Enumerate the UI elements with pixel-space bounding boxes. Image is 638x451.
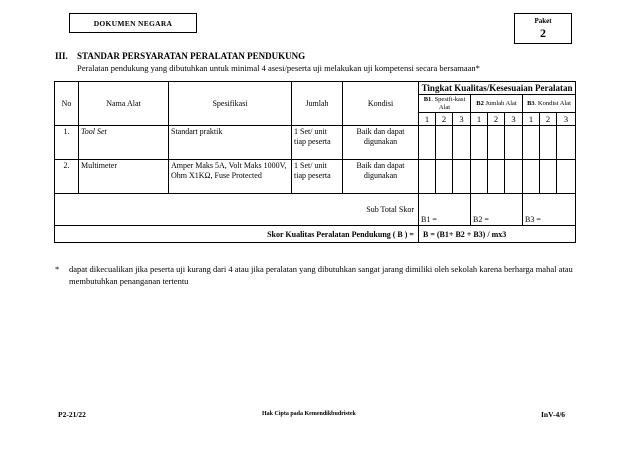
digit-b2-3: 3 xyxy=(505,113,523,126)
score-cell[interactable] xyxy=(523,126,540,160)
score-cell[interactable] xyxy=(419,160,436,194)
digit-b1-3: 3 xyxy=(453,113,471,126)
footnote xyxy=(55,263,575,287)
subtotal-label: Sub Total Skor xyxy=(55,194,419,226)
footnote-text: dapat dikecualikan jika peserta uji kurang dari 4 atau jika peralatan yang dibutuhkan sangat jarang dimiliki oleh sekolah karena berharga mahal atau membutuhkan penanganan tertentu xyxy=(69,264,573,286)
table-header-row-1 xyxy=(55,82,576,95)
header-kondisi: Kondisi xyxy=(343,82,419,126)
score-cell[interactable] xyxy=(540,126,557,160)
table-row xyxy=(55,126,576,160)
footer-copyright: Hak Cipta pada Kemendikbudristek xyxy=(262,411,356,417)
footer-page: InV-4/6 xyxy=(541,410,566,419)
subtotal-row xyxy=(55,194,576,226)
paket-label: Paket xyxy=(534,17,552,25)
header-no: No xyxy=(55,82,79,126)
row-spesifikasi: Standart praktik xyxy=(169,126,292,160)
header-spesifikasi: Spesifikasi xyxy=(169,82,292,126)
subtotal-b3[interactable]: B3 = xyxy=(523,194,576,226)
digit-b2-2: 2 xyxy=(488,113,505,126)
score-cell[interactable] xyxy=(471,126,488,160)
header-nama-alat: Nama Alat xyxy=(79,82,169,126)
section-heading xyxy=(55,51,305,61)
row-kondisi: Baik dan dapat digunakan xyxy=(343,126,419,160)
table-row xyxy=(55,160,576,194)
score-formula: B = (B1+ B2 + B3) / mx3 xyxy=(419,226,576,243)
score-cell[interactable] xyxy=(557,126,576,160)
header-b3-text: . Kondisi Alat xyxy=(534,99,571,107)
row-nama: Multimeter xyxy=(79,160,169,194)
section-description: Peralatan pendukung yang dibutuhkan untuk minimal 4 asesi/peserta uji melakukan uji kompetensi secara bersamaan* xyxy=(77,63,480,73)
header-b3-code: B3 xyxy=(527,99,535,107)
digit-b2-1: 1 xyxy=(471,113,488,126)
row-no: 1. xyxy=(55,126,79,160)
header-b2 xyxy=(471,95,523,113)
row-jumlah: 1 Set/ unit tiap peserta xyxy=(292,126,343,160)
score-row xyxy=(55,226,576,243)
score-cell[interactable] xyxy=(505,160,523,194)
header-b1-text: . Spesifi-kasi Alat xyxy=(431,96,466,111)
subtotal-b1[interactable]: B1 = xyxy=(419,194,471,226)
paket-number: 2 xyxy=(540,26,546,40)
footer-code: P2-21/22 xyxy=(58,410,86,419)
equipment-table xyxy=(54,81,576,243)
score-cell[interactable] xyxy=(436,126,453,160)
score-cell[interactable] xyxy=(488,126,505,160)
subtotal-b2[interactable]: B2 = xyxy=(471,194,523,226)
header-b3 xyxy=(523,95,576,113)
score-cell[interactable] xyxy=(540,160,557,194)
score-cell[interactable] xyxy=(523,160,540,194)
score-cell[interactable] xyxy=(471,160,488,194)
digit-b1-2: 2 xyxy=(436,113,453,126)
header-b1-code: B1 xyxy=(423,96,432,103)
score-cell[interactable] xyxy=(557,160,576,194)
footnote-star: * xyxy=(55,264,60,274)
dokumen-negara-label: DOKUMEN NEGARA xyxy=(69,13,197,33)
row-kondisi: Baik dan dapat digunakan xyxy=(343,160,419,194)
score-cell[interactable] xyxy=(453,160,471,194)
digit-b3-3: 3 xyxy=(557,113,576,126)
paket-box xyxy=(514,13,572,44)
row-spesifikasi: Amper Maks 5A, Volt Maks 1000V, Ohm X1KΩ, Fuse Protected xyxy=(169,160,292,194)
header-b2-code: B2 xyxy=(476,99,484,107)
section-number: III. xyxy=(55,51,68,61)
header-b1 xyxy=(419,95,471,113)
header-tingkat: Tingkat Kualitas/Kesesuaian Peralatan xyxy=(419,82,576,95)
score-cell[interactable] xyxy=(436,160,453,194)
score-cell[interactable] xyxy=(488,160,505,194)
score-cell[interactable] xyxy=(505,126,523,160)
row-no: 2. xyxy=(55,160,79,194)
header-jumlah: Jumlah xyxy=(292,82,343,126)
header-b2-text: Jumlah Alat xyxy=(483,99,517,107)
score-cell[interactable] xyxy=(419,126,436,160)
score-cell[interactable] xyxy=(453,126,471,160)
row-jumlah: 1 Set/ unit tiap peserta xyxy=(292,160,343,194)
section-title: STANDAR PERSYARATAN PERALATAN PENDUKUNG xyxy=(77,51,306,61)
score-label: Skor Kualitas Peralatan Pendukung ( B ) = xyxy=(55,226,419,243)
digit-b3-2: 2 xyxy=(540,113,557,126)
digit-b3-1: 1 xyxy=(523,113,540,126)
row-nama: Tool Set xyxy=(79,126,169,160)
digit-b1-1: 1 xyxy=(419,113,436,126)
